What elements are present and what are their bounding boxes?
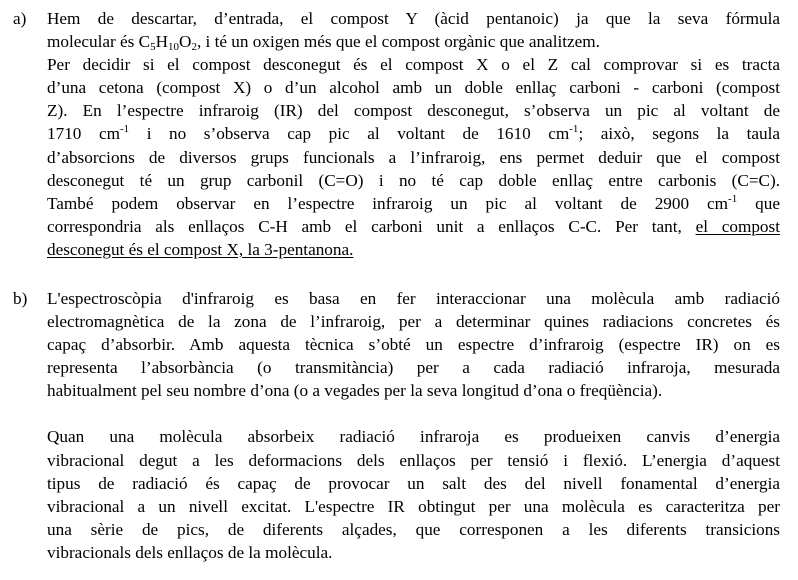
superscript: -1 [569, 123, 579, 136]
text-fragment: correspondria als enllaços C-H amb el carboni unit a enllaços C-C. Per tant, [47, 216, 696, 236]
text-line: L'espectroscòpia d'infraroig es basa en fer interaccionar una molècula amb radiació [47, 289, 780, 308]
underlined-conclusion: el compost [695, 216, 780, 236]
text-line: una sèrie de pics, de diferents alçades, que corresponen a les diferents transicions [47, 519, 780, 539]
text-line: Per decidir si el compost desconegut és el compost X o el Z cal comprovar si es tracta [47, 55, 780, 75]
text-line: habitualment pel seu nombre d’ona (o a vegades per la seva longitud d’ona o freqüència). [47, 381, 663, 401]
text-line: vibracionals dels enllaços de la molècula. [47, 542, 333, 562]
subscript: 2 [191, 41, 197, 54]
text-line: representa l’absorbància (o transmitància) per a cada radiació infraroja, mesurada [47, 358, 780, 378]
subscript: 10 [168, 41, 180, 54]
text-line-conclusion [47, 238, 780, 261]
text-line: vibracional degut a les deformacions dels enllaços per tensió i flexió. L’energia d’aquest [47, 450, 780, 470]
text-line-wavenumbers [47, 122, 780, 145]
text-line-conclusion [47, 215, 780, 238]
text-fragment: molecular és C [47, 32, 151, 52]
text-line: desconegut té un grup carbonil (C=O) i no té cap doble enllaç entre carbonis (C=C). [47, 170, 780, 190]
superscript: -1 [119, 123, 130, 136]
paragraph-gap [47, 402, 780, 425]
text-fragment: , i té un oxigen més que el compost orgànic que analitzem. [196, 32, 600, 52]
text-fragment: ; això, segons la taula [578, 124, 780, 144]
text-line: electromagnètica de la zona de l’infraroig, per a determinar quines radiacions concretes és [47, 312, 780, 332]
text-line-wavenumber [47, 192, 780, 215]
item-marker: a) [13, 9, 27, 28]
superscript: -1 [728, 192, 738, 205]
text-line: d’una cetona (compost X) o d’un alcohol amb un doble enllaç carboni - carboni (compost [47, 78, 780, 98]
text-line: Hem de descartar, d’entrada, el compost Y (àcid pentanoic) ja que la seva fórmula [47, 9, 780, 28]
text-fragment: H [155, 32, 169, 52]
text-line: capaç d’absorbir. Amb aquesta tècnica s’obté un espectre d’infraroig (espectre IR) on es [47, 335, 780, 355]
underlined-conclusion: desconegut és el compost X, la 3-pentanona. [47, 239, 354, 259]
text-line: Quan una molècula absorbeix radiació infraroja es produeixen canvis d’energia [47, 427, 780, 447]
text-fragment: O [179, 32, 192, 52]
subscript: 5 [150, 41, 156, 54]
item-body [47, 287, 780, 564]
text-fragment: i no s’observa cap pic al voltant de 1610 cm [129, 124, 570, 144]
text-fragment: També podem observar en l’espectre infraroig un pic al voltant de 2900 cm [47, 193, 729, 213]
item-marker: b) [13, 289, 28, 308]
text-line: d’absorcions de diversos grups funcionals a l’infraroig, ens permet deduir que el compost [47, 147, 780, 167]
text-line-formula [47, 30, 780, 53]
text-line: vibracional a un nivell excitat. L'espectre IR obtingut per una molècula es caracteritza per [47, 496, 780, 516]
text-fragment: 1710 cm [47, 124, 120, 144]
item-body [47, 7, 780, 261]
text-fragment: que [737, 193, 780, 213]
text-line: tipus de radiació és capaç de provocar un salt des del nivell fonamental d’energia [47, 473, 780, 493]
text-line: Z). En l’espectre infraroig (IR) del compost desconegut, s’observa un pic al voltant de [47, 101, 780, 121]
